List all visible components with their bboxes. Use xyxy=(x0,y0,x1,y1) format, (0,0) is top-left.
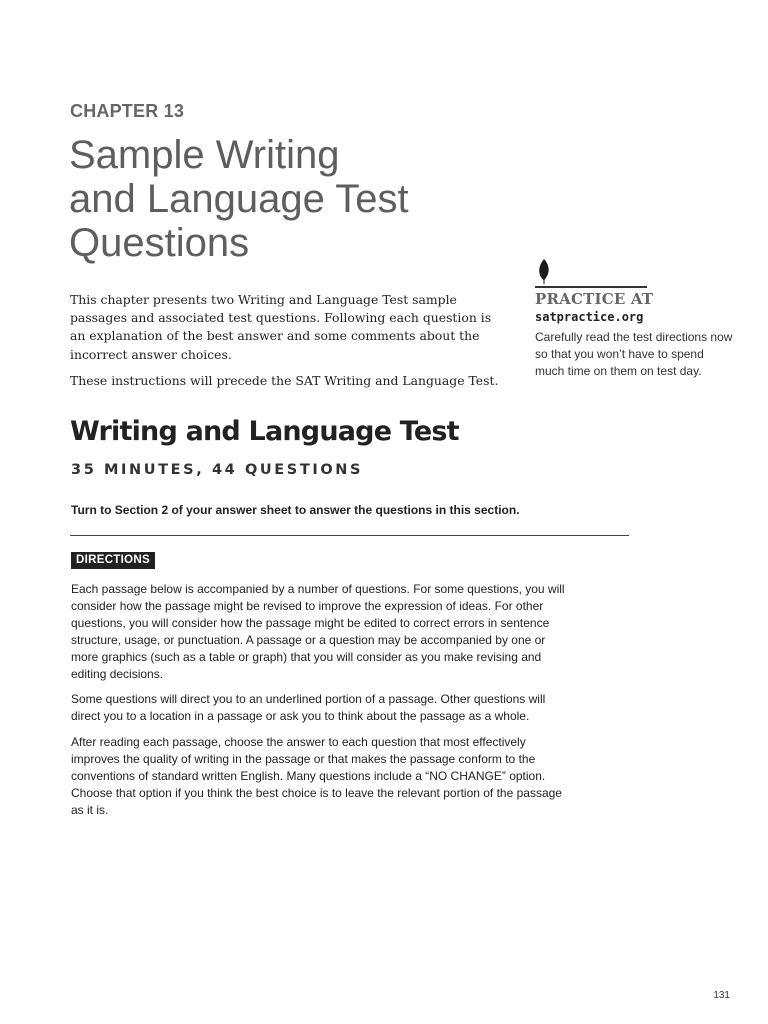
practice-tip: Carefully read the test directions now so that you won’t have to spend much time on them on test day. xyxy=(535,330,733,378)
section-instruction: Turn to Section 2 of your answer sheet to answer the questions in this section. xyxy=(71,503,520,517)
section-divider xyxy=(70,535,629,536)
directions-paragraph: Some questions will direct you to an underlined portion of a passage. Other questions will direct you to a location in a passage or ask you to think about the passage as a whole. xyxy=(71,692,546,724)
chapter-title-line: Questions xyxy=(69,221,250,265)
sidebar-rule xyxy=(535,286,647,288)
page-number: 131 xyxy=(713,990,730,1001)
chapter-title-line: Sample Writing xyxy=(69,133,340,177)
practice-url: satpractice.org xyxy=(535,310,644,324)
chapter-title-line: and Language Test xyxy=(69,177,409,221)
directions-badge: DIRECTIONS xyxy=(71,552,155,569)
test-title: Writing and Language Test xyxy=(70,416,459,447)
practice-title: PRACTICE AT xyxy=(535,290,654,308)
directions-paragraph: After reading each passage, choose the answer to each question that most effectively improves the quality of writing in the passage or that makes the passage conform to the conventions of standard written English. Many questions include a “NO CHANGE” option. Choose that option if you think the best choice is to leave the relevant portion of the passage as it is. xyxy=(71,735,562,817)
intro-paragraph: This chapter presents two Writing and Language Test sample passages and associated test questions. Following each question is an explanation of the best answer and some comments about the incorrect answer choices. xyxy=(70,292,492,362)
chapter-title xyxy=(69,133,509,265)
intro-text xyxy=(70,291,510,398)
test-subtitle: 35 MINUTES, 44 QUESTIONS xyxy=(71,462,364,478)
directions-paragraph: Each passage below is accompanied by a number of questions. For some questions, you will consider how the passage might be revised to improve the expression of ideas. For other questions, you will consider how the passage might be edited to correct errors in sentence structure, usage, or punctuation. A passage or a question may be accompanied by one or more graphics (such as a table or graph) that you will consider as you make revising and editing decisions. xyxy=(71,582,565,681)
leaf-icon xyxy=(537,258,551,284)
directions-body xyxy=(71,581,566,828)
intro-paragraph: These instructions will precede the SAT Writing and Language Test. xyxy=(70,372,499,388)
chapter-label: CHAPTER 13 xyxy=(70,101,185,121)
practice-sidebar xyxy=(535,258,735,380)
